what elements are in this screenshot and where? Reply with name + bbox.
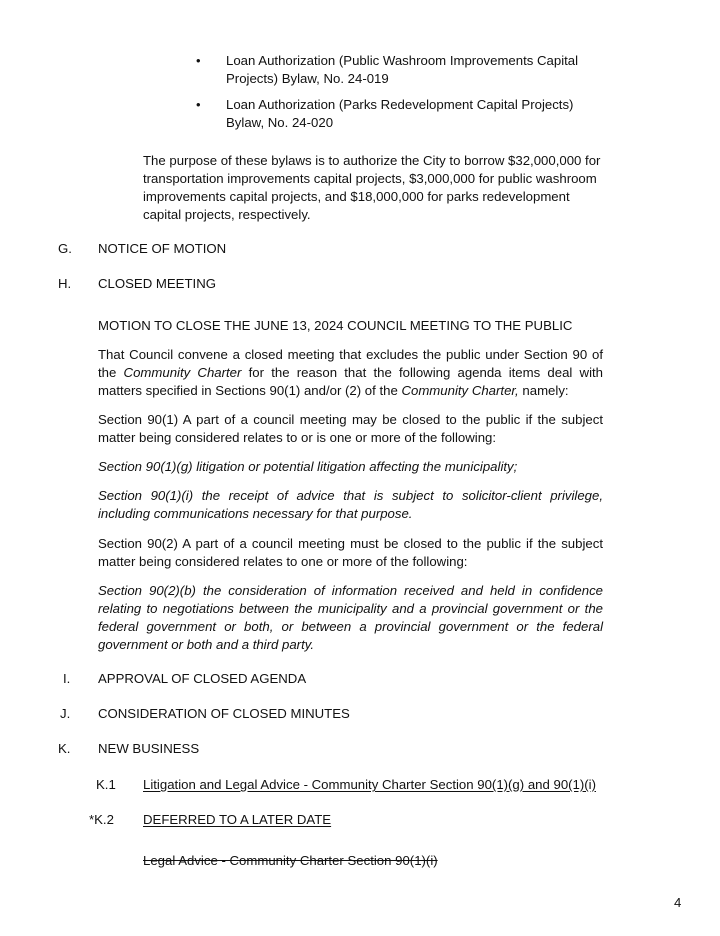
section-90-1: Section 90(1) A part of a council meeting may be closed to the public if the subject matter being considered relates to or is one or more of the following: — [98, 412, 603, 445]
section-letter-j: J. — [60, 706, 71, 721]
motion-text-b: for the reason that the following agenda items deal with matters specified in Sections 90(1) and/or (2) of the — [98, 365, 603, 398]
purpose-paragraph: The purpose of these bylaws is to authorize the City to borrow $32,000,000 for transportation improvements capital projects, $3,000,000 for public washroom improvements capital projects, and $18,000,000 for parks redevelopment capital projects, respectively. — [143, 153, 601, 222]
item-number-k2: *K.2 — [89, 812, 114, 827]
section-title-approval-closed-agenda: APPROVAL OF CLOSED AGENDA — [98, 671, 307, 686]
section-title-notice-of-motion: NOTICE OF MOTION — [98, 241, 227, 256]
section-letter-i: I. — [63, 671, 71, 686]
item-number-k1: K.1 — [96, 777, 116, 792]
bullet-marker: • — [196, 53, 201, 68]
item-link-k2[interactable]: DEFERRED TO A LATER DATE — [143, 812, 332, 827]
motion-heading: MOTION TO CLOSE THE JUNE 13, 2024 COUNCIL MEETING TO THE PUBLIC — [98, 318, 573, 333]
motion-text-c: namely: — [518, 383, 569, 398]
bullet-marker: • — [196, 97, 201, 112]
section-letter-h: H. — [58, 276, 72, 291]
deferred-item-title: Legal Advice - Community Charter Section 90(1)(i) — [143, 853, 438, 868]
motion-paragraph — [98, 346, 603, 400]
bylaw-item-parks: Loan Authorization (Parks Redevelopment Capital Projects) Bylaw, No. 24-020 — [226, 97, 574, 130]
page-number: 4 — [674, 895, 682, 910]
section-90-1-g: Section 90(1)(g) litigation or potential litigation affecting the municipality; — [98, 459, 518, 474]
item-link-k1[interactable]: Litigation and Legal Advice - Community Charter Section 90(1)(g) and 90(1)(i) — [143, 777, 596, 792]
section-title-new-business: NEW BUSINESS — [98, 741, 200, 756]
motion-text-a: That Council convene a closed meeting that excludes the public under Section 90 of the — [98, 347, 603, 380]
section-90-1-i: Section 90(1)(i) the receipt of advice that is subject to solicitor-client privilege, including communications necessary for that purpose. — [98, 488, 603, 521]
bylaw-item-washroom: Loan Authorization (Public Washroom Improvements Capital Projects) Bylaw, No. 24-019 — [226, 53, 579, 86]
motion-text-charter-2: Community Charter, — [401, 383, 519, 398]
section-title-closed-minutes: CONSIDERATION OF CLOSED MINUTES — [98, 706, 350, 721]
section-title-closed-meeting: CLOSED MEETING — [98, 276, 216, 291]
section-90-2: Section 90(2) A part of a council meeting must be closed to the public if the subject matter being considered relates to one or more of the following: — [98, 536, 603, 569]
motion-text-charter: Community Charter — [123, 365, 242, 380]
section-letter-g: G. — [58, 241, 72, 256]
section-letter-k: K. — [58, 741, 71, 756]
section-90-2-b: Section 90(2)(b) the consideration of information received and held in confidence relating to negotiations between the municipality and a provincial government or the federal government or both, or between a provincial government or the federal government or both and a third party. — [98, 583, 603, 652]
